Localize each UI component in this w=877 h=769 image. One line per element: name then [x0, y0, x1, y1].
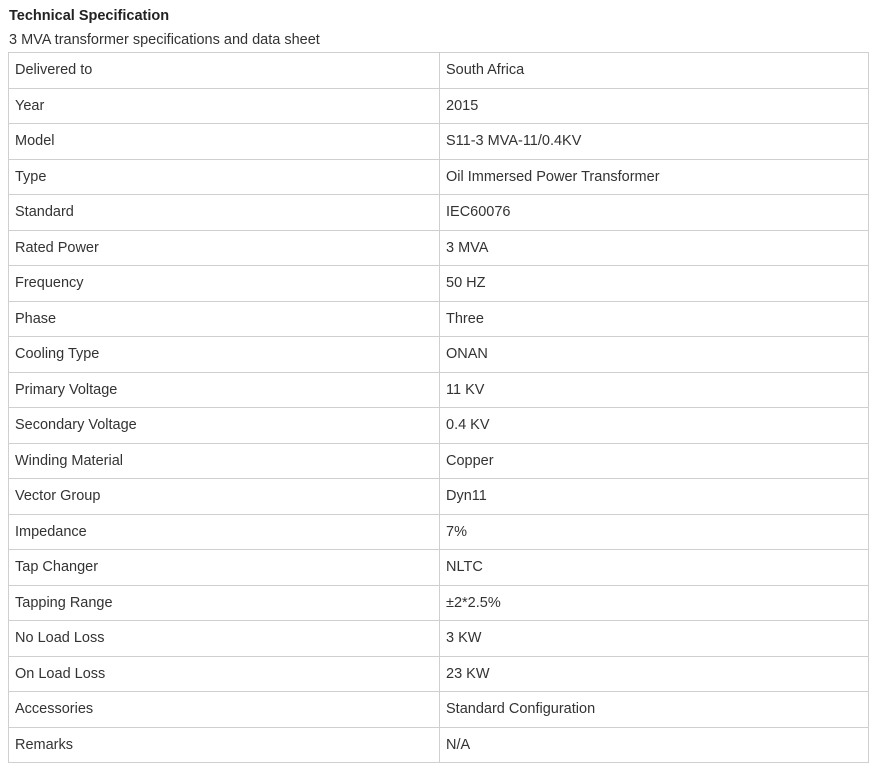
spec-value: 11 KV	[440, 372, 869, 408]
spec-label: Standard	[9, 195, 440, 231]
spec-row-cooling-type	[9, 337, 869, 373]
spec-row-frequency	[9, 266, 869, 302]
spec-label: Remarks	[9, 727, 440, 763]
section-subheading: 3 MVA transformer specifications and data sheet	[9, 32, 320, 48]
spec-label: Frequency	[9, 266, 440, 302]
spec-row-delivered-to	[9, 53, 869, 89]
spec-value: Copper	[440, 443, 869, 479]
spec-value: 23 KW	[440, 656, 869, 692]
spec-label: Tapping Range	[9, 585, 440, 621]
spec-row-on-load-loss	[9, 656, 869, 692]
spec-value: Three	[440, 301, 869, 337]
spec-value: IEC60076	[440, 195, 869, 231]
spec-value: South Africa	[440, 53, 869, 89]
spec-value: 7%	[440, 514, 869, 550]
spec-value: ±2*2.5%	[440, 585, 869, 621]
spec-value: NLTC	[440, 550, 869, 586]
spec-row-standard	[9, 195, 869, 231]
spec-label: Cooling Type	[9, 337, 440, 373]
spec-label: Secondary Voltage	[9, 408, 440, 444]
spec-value: 3 KW	[440, 621, 869, 657]
spec-row-secondary-voltage	[9, 408, 869, 444]
spec-value: Dyn11	[440, 479, 869, 515]
spec-label: Delivered to	[9, 53, 440, 89]
spec-value: ONAN	[440, 337, 869, 373]
spec-label: No Load Loss	[9, 621, 440, 657]
spec-label: Rated Power	[9, 230, 440, 266]
spec-row-tap-changer	[9, 550, 869, 586]
spec-row-remarks	[9, 727, 869, 763]
spec-label: Vector Group	[9, 479, 440, 515]
spec-value: 50 HZ	[440, 266, 869, 302]
spec-label: Impedance	[9, 514, 440, 550]
spec-label: Model	[9, 124, 440, 160]
spec-value: Standard Configuration	[440, 692, 869, 728]
spec-row-type	[9, 159, 869, 195]
spec-row-vector-group	[9, 479, 869, 515]
spec-table	[8, 52, 869, 763]
spec-label: Accessories	[9, 692, 440, 728]
spec-row-year	[9, 88, 869, 124]
spec-label: Winding Material	[9, 443, 440, 479]
spec-row-phase	[9, 301, 869, 337]
spec-value: Oil Immersed Power Transformer	[440, 159, 869, 195]
spec-label: Primary Voltage	[9, 372, 440, 408]
spec-label: Type	[9, 159, 440, 195]
spec-label: Phase	[9, 301, 440, 337]
spec-row-model	[9, 124, 869, 160]
spec-row-no-load-loss	[9, 621, 869, 657]
spec-label: Year	[9, 88, 440, 124]
spec-row-impedance	[9, 514, 869, 550]
spec-value: S11-3 MVA-11/0.4KV	[440, 124, 869, 160]
spec-value: N/A	[440, 727, 869, 763]
spec-row-tapping-range	[9, 585, 869, 621]
spec-row-winding-material	[9, 443, 869, 479]
spec-value: 3 MVA	[440, 230, 869, 266]
spec-label: Tap Changer	[9, 550, 440, 586]
spec-value: 2015	[440, 88, 869, 124]
section-heading: Technical Specification	[9, 8, 170, 24]
spec-label: On Load Loss	[9, 656, 440, 692]
spec-row-accessories	[9, 692, 869, 728]
spec-row-primary-voltage	[9, 372, 869, 408]
spec-row-rated-power	[9, 230, 869, 266]
spec-value: 0.4 KV	[440, 408, 869, 444]
